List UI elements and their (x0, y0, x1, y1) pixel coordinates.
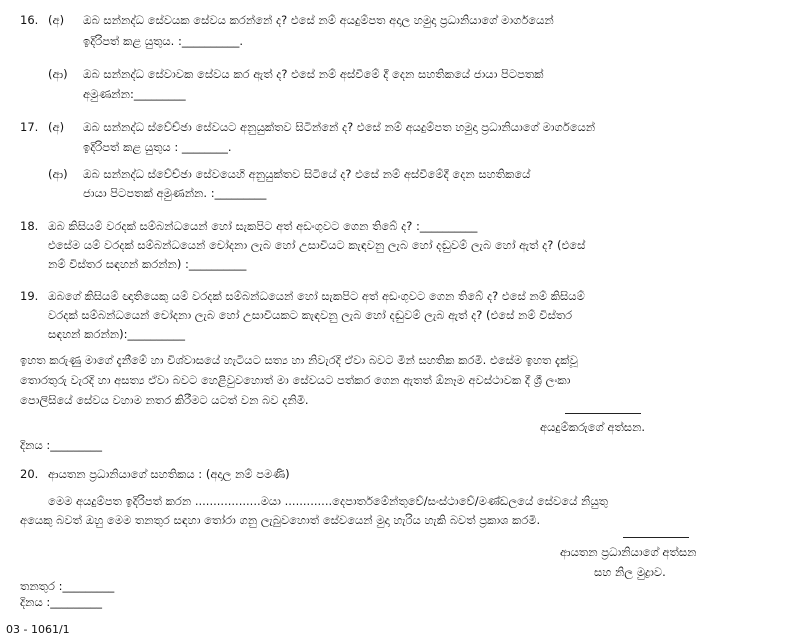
q19-line-3: සඳහන් කරන්න):__________ (48, 327, 185, 341)
q16-number: 16. (20, 13, 39, 27)
declaration-line-1: ඉහත කරුණු මාගේ දැනීමේ හා විශ්වාසයේ හැටියට සත්‍ය හා නිවැරදි ඒවා බවට මින් සහතික කරමි. එසේම ඉහත දැක්වූ (20, 353, 578, 367)
q16-a-line-2: ඉදිරිපත් කළ යුතුය. :__________. (83, 34, 244, 48)
head-signature-label-1: ආයතන ප්‍රධානියාගේ අත්සන (560, 545, 697, 559)
applicant-date-field: දිනය :_________ (20, 438, 102, 452)
q18-line-3: නම් විස්තර සඳහන් කරන්න) :__________ (48, 257, 247, 271)
q18-line-2: එසේම යම් වරදක් සම්බන්ධයෙන් චෝදනා ලැබ හෝ උසාවියට කැඳවනු ලැබ හෝ දඬුවම් ලැබ හෝ ඇත් ද? (එසේ (48, 238, 586, 252)
q20-line-2: අයෙකු බවත් ඔහු මෙම තනතුර සඳහා තෝරා ගනු ලැබුවහොත් සේවයෙන් මුදා හැරිය හැකි බවත් ප්‍රකාශ කරමි. (20, 513, 541, 527)
head-signature-label-2: සහ නිල මුද්‍රාව. (594, 565, 666, 579)
q17-a-line-1: ඔබ සන්නද්ධ ස්වේච්ඡා සේවයට අනුයුක්තව සිටින්නේ ද? එසේ නම් අයදුම්පත හමුදා ප්‍රධානියාගේ මාර්ගයෙන් (83, 120, 596, 134)
q18-line-1: ඔබ කිසියම් වරදක් සම්බන්ධයෙන් හෝ සැකපිට අත් අඩංගුවට ගෙන තිබේ ද? :__________ (48, 219, 478, 233)
head-date-field: දිනය :_________ (20, 595, 102, 609)
q17-number: 17. (20, 120, 39, 134)
q16-b-marker: (ආ) (48, 67, 68, 81)
head-signature-line (623, 537, 689, 538)
q20-line-1: මෙම අයදුම්පත ඉදිරිපත් කරන ..................මයා .............දෙපාර්තමේන්තුවේ/සංස්ථාවේ/මණ්ඩලයේ සේවයේ නියුතු (48, 494, 608, 508)
q20-title: ආයතන ප්‍රධානියාගේ සහතිකය : (අදාල නම් පමණි) (48, 467, 290, 481)
declaration-line-3: පොලිසියේ සේවය වහාම නතර කිරීමට යටත් වන බව දනිමි. (20, 393, 309, 407)
q17-a-line-2: ඉදිරිපත් කළ යුතුය : ________. (83, 140, 232, 154)
q18-number: 18. (20, 219, 39, 233)
q19-number: 19. (20, 289, 39, 303)
head-post-field: තනතුර :_________ (20, 579, 115, 593)
q19-line-1: ඔබගේ කිසියම් ඥාතියෙකු යම් වරදක් සම්බන්ධයෙන් හෝ සැකපිට අත් අඩංගුවට ගෙන තිබේ ද? එසේ නම් කිසියම් (48, 289, 585, 303)
q17-b-line-2: ජායා පිටපතක් අමුණන්න. :_________ (83, 186, 267, 200)
q16-a-line-1: ඔබ සන්නද්ධ සේවයක සේවය කරන්නේ ද? එසේ නම් අයදුම්පත අදාල හමුදා ප්‍රධානියාගේ මාර්ගයෙන් (83, 13, 554, 27)
q16-b-line-2: අමුණන්න:_________ (83, 87, 186, 101)
form-code: 03 - 1061/1 (6, 623, 70, 636)
q16-a-marker: (අ) (48, 13, 65, 27)
q20-number: 20. (20, 467, 39, 481)
q19-line-2: වරදක් සම්බන්ධයෙන් චෝදනා ලැබ හෝ උසාවියකට කැඳවනු ලැබ හෝ දඬුවම් ලැබ ඇත් ද? (එසේ නම් විස්තර (48, 308, 573, 322)
declaration-line-2: තොරතුරු වැරදි හා අසත්‍ය ඒවා බවට හෙළිවුවහොත් මා සේවයට පත්කර ගෙන ඇතත් ඕනෑම අවස්ථාවක දී ශ්‍රී ලංකා (20, 373, 571, 387)
applicant-signature-label: අයදුම්කරුගේ අත්සන. (540, 420, 646, 434)
applicant-signature-line (565, 413, 641, 414)
q17-b-line-1: ඔබ සන්නද්ධ ස්වේච්ඡා සේවයෙහි අනුයුක්තව සිටියේ ද? එසේ නම් අස්වීමේදී දෙන සහතිකයේ (83, 167, 531, 181)
q17-a-marker: (අ) (48, 120, 65, 134)
q16-b-line-1: ඔබ සන්නද්ධ සේවාවක සේවය කර ඇත් ද? එසේ නම් අස්වීමේ දී දෙන සහතිකයේ ජායා පිටපතක් (83, 67, 544, 81)
q17-b-marker: (ආ) (48, 167, 68, 181)
